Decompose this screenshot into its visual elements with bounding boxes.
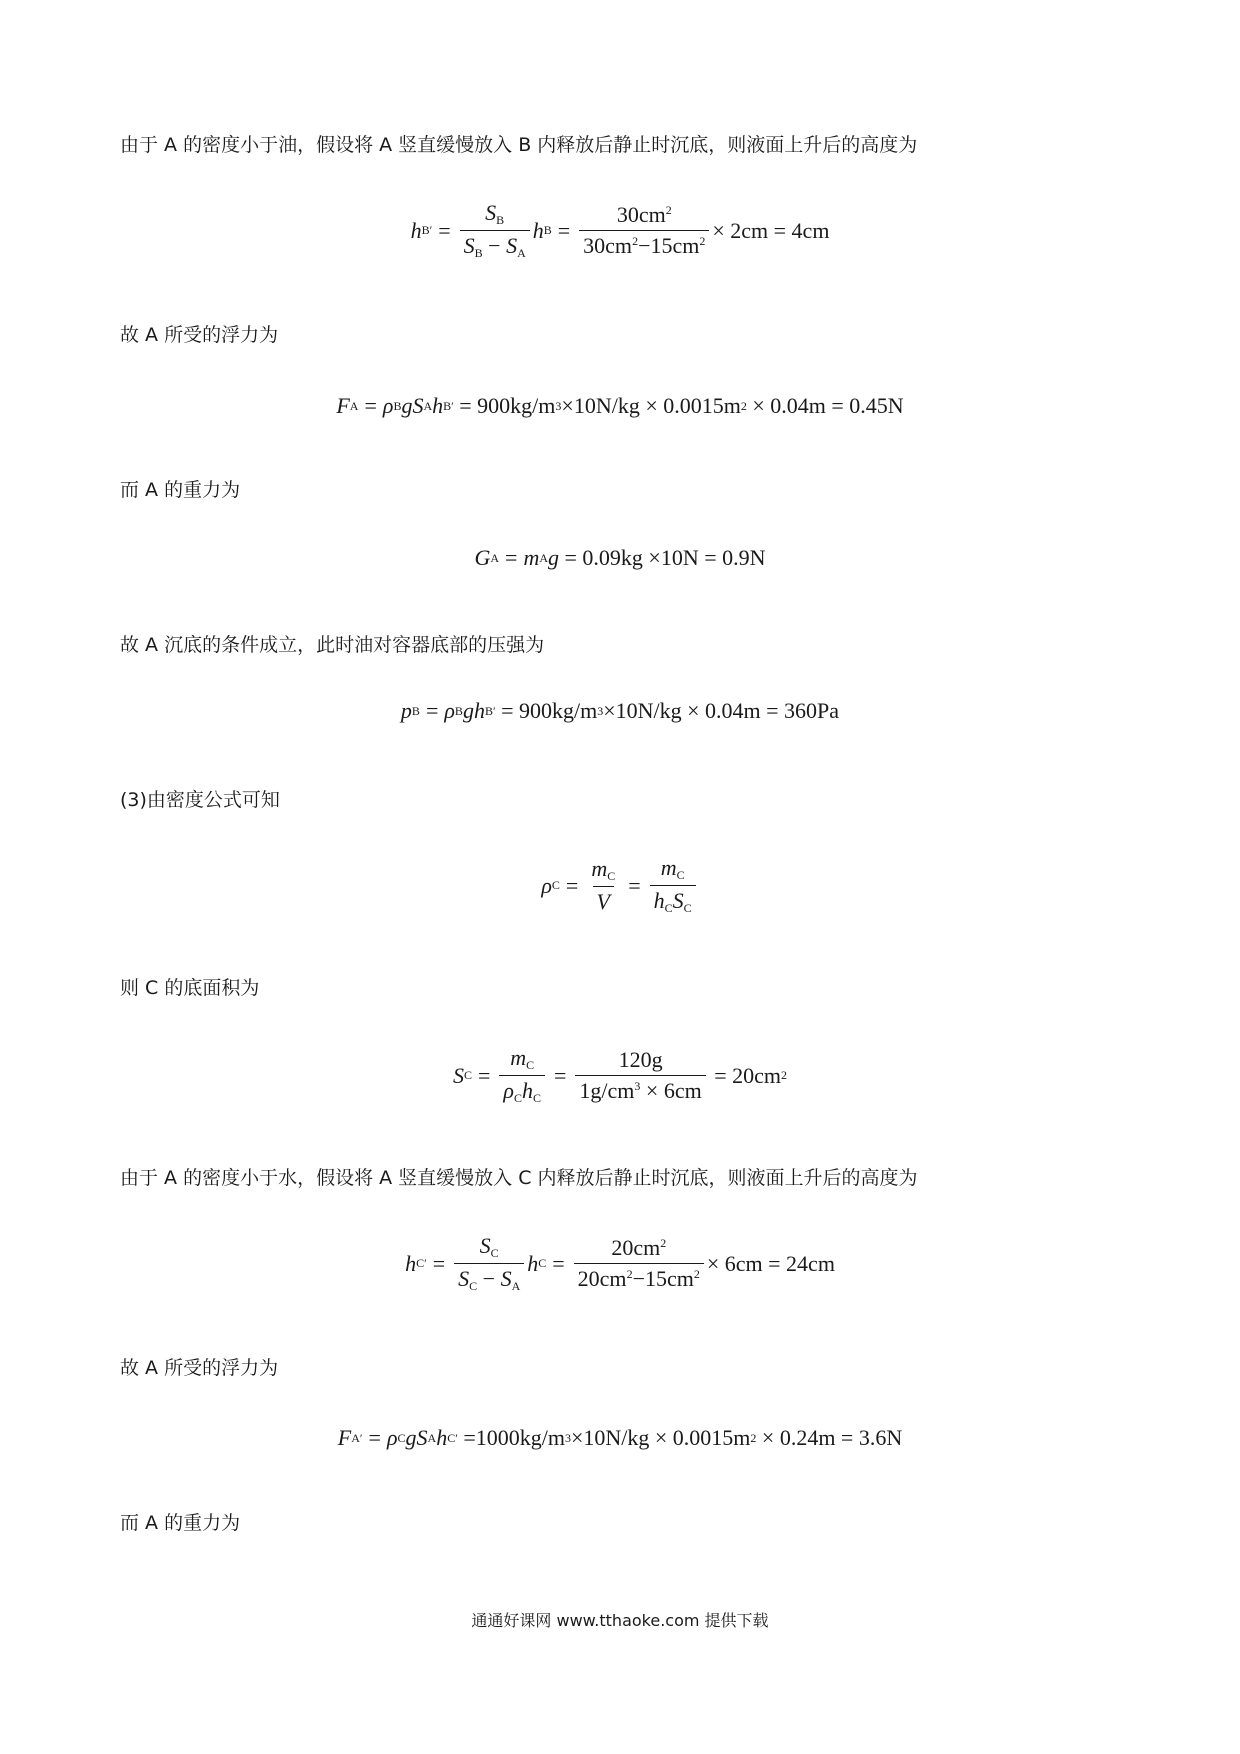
paragraph-5: (3)由密度公式可知 — [120, 789, 280, 811]
equation-2: F A = ρ B g S A h B ′ = 900kg/m 3 ×10N/kg × 0.0015m 2 × 0.04m = 0.45N — [336, 393, 904, 418]
paragraph-3: 而 A 的重力为 — [120, 479, 241, 501]
paragraph-2: 故 A 所受的浮力为 — [120, 324, 279, 346]
paragraph-8: 故 A 所受的浮力为 — [120, 1357, 279, 1379]
paragraph-6: 则 C 的底面积为 — [120, 977, 260, 999]
equation-1: h B ′ = $\frac{S_B}{S_B - S_A}$ h B = $\frac{30cm^2}{30cm^2-15cm^2}$ × 2cm = 4cm — [410, 200, 830, 260]
equation-7: h C ′ = $\frac{S_C}{S_C - S_A}$ h C = $\frac{20cm^2}{20cm^2-15cm^2}$ × 6cm = 24cm — [405, 1233, 835, 1293]
equation-8: F A ′ = ρ C g S A h C ′ =1000kg/m 3 ×10N/kg × 0.0015m 2 × 0.24m = 3.6N — [337, 1425, 903, 1450]
equation-3: G A = m A g = 0.09kg ×10N = 0.9N — [474, 545, 766, 570]
footer-text: 通通好课网 www.tthaoke.com 提供下载 — [471, 1611, 769, 1630]
equation-5: ρ C = $\frac{m_C}{V}$ = $\frac{m_C}{h_CS_C}$ — [0, 855, 1240, 916]
equation-6: S C = $\frac{m_C}{\rho_Ch_C}$ = $\frac{120g}{1g/cm^3 \times 6cm}$ = 20cm 2 — [452, 1045, 788, 1105]
equation-4: p B = ρ B g h B ′ = 900kg/m 3 ×10N/kg × 0.04m = 360Pa — [400, 698, 840, 723]
paragraph-9: 而 A 的重力为 — [120, 1512, 241, 1534]
paragraph-1: 由于 A 的密度小于油，假设将 A 竖直缓慢放入 B 内释放后静止时沉底，则液面上升后的高度为 — [120, 134, 918, 156]
paragraph-7: 由于 A 的密度小于水，假设将 A 竖直缓慢放入 C 内释放后静止时沉底，则液面上升后的高度为 — [120, 1167, 918, 1189]
paragraph-4: 故 A 沉底的条件成立，此时油对容器底部的压强为 — [120, 634, 545, 656]
